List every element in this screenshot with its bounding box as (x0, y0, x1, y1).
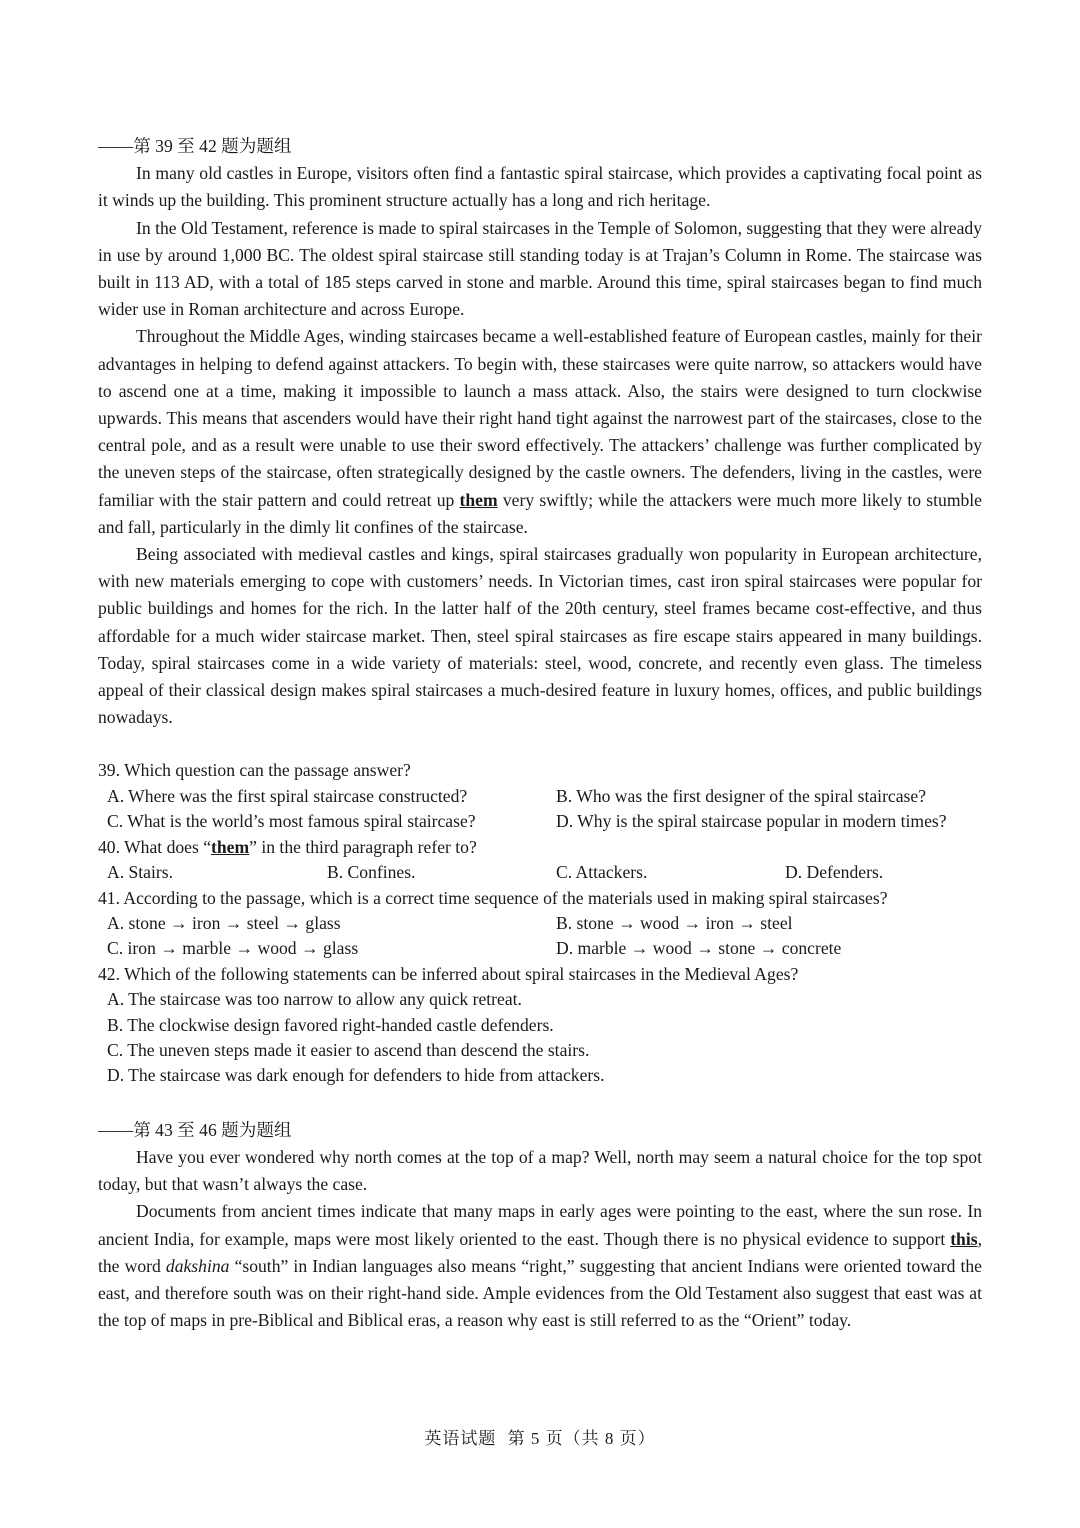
highlighted-word-this: this (950, 1228, 978, 1249)
option-a: A. Where was the first spiral staircase constructed? (107, 785, 468, 806)
paragraph-text: very swiftly; while the attackers were much more likely to stumble and fall, particularly in the dimly lit confines of the staircase. (98, 489, 982, 537)
footer-page-number: 第 5 页（共 8 页） (507, 1429, 656, 1448)
italic-term: dakshina (165, 1255, 230, 1276)
option-c: C. What is the world’s most famous spiral staircase? (107, 811, 476, 832)
question-stem (98, 835, 982, 860)
option-c: C. iron → marble → wood → glass (107, 938, 359, 959)
option-a: A. stone → iron → steel → glass (107, 912, 341, 933)
option-a: A. Stairs. (107, 862, 173, 883)
options-row (98, 936, 982, 961)
group-title-39-42: ——第 39 至 42 题为题组 (98, 136, 292, 156)
question-39 (98, 758, 982, 834)
question-stem: 42. Which of the following statements can be inferred about spiral staircases in the Medieval Ages? (98, 963, 799, 984)
paragraph-text: Documents from ancient times indicate that many maps in early ages were pointing to the east, where the sun rose. In ancient India, for example, maps were most likely oriented to the east. Though there is no physical evidence to support (98, 1201, 982, 1249)
highlighted-word-them: them (459, 489, 498, 510)
options-row (98, 911, 982, 936)
paragraph-text: , the word (98, 1228, 982, 1276)
question-40 (98, 835, 982, 886)
option-b: B. Confines. (327, 862, 416, 883)
options-row (98, 809, 982, 834)
paragraph-text: “south” in Indian languages also means “right,” suggesting that ancient Indians were oriented toward the east, and therefore south was on their right-hand side. Ample evidences from the Old Testament also suggest that east was at the top of maps in pre-Biblical and Biblical eras, a reason why east is still referred to as the “Orient” today. (98, 1255, 982, 1331)
option-a: A. The staircase was too narrow to allow any quick retreat. (107, 989, 522, 1010)
passage2-paragraph-2 (98, 1198, 982, 1334)
passage1-paragraph-4: Being associated with medieval castles and kings, spiral staircases gradually won popularity in European architecture, with new materials emerging to cope with customers’ needs. In Victorian times, cast iron spiral staircases were popular for public buildings and homes for the rich. In the latter half of the 20th century, steel frames became cost-effective, and thus affordable for a much wider staircase market. Then, steel spiral staircases as fire escape stairs appeared in many buildings. Today, spiral staircases come in a wide variety of materials: steel, wood, concrete, and recently even glass. The timeless appeal of their classical design makes spiral staircases a much-desired feature in luxury homes, offices, and public buildings nowadays. (98, 544, 982, 728)
highlighted-word-them: them (211, 836, 250, 857)
options-row (98, 784, 982, 809)
options-row (98, 860, 982, 885)
question-stem: 39. Which question can the passage answer? (98, 760, 411, 781)
option-d: D. marble → wood → stone → concrete (556, 938, 842, 959)
exam-page (98, 133, 982, 1334)
question-stem: 41. According to the passage, which is a correct time sequence of the materials used in making spiral staircases? (98, 887, 888, 908)
option-d: D. Why is the spiral staircase popular in modern times? (556, 811, 947, 832)
option-b: B. The clockwise design favored right-handed castle defenders. (107, 1014, 554, 1035)
passage2-paragraph-1: Have you ever wondered why north comes at the top of a map? Well, north may seem a natural choice for the top spot today, but that wasn’t always the case. (98, 1146, 982, 1195)
question-42 (98, 962, 982, 1089)
footer-subject: 英语试题 (424, 1429, 497, 1448)
option-b: B. stone → wood → iron → steel (556, 912, 793, 933)
stem-text: 40. What does “ (98, 836, 212, 857)
paragraph-text: Throughout the Middle Ages, winding staircases became a well-established feature of European castles, mainly for their advantages in helping to defend against attackers. To begin with, these staircases were quite narrow, so attackers would have to ascend one at a time, making it impossible to launch a mass attack. Also, the stairs were designed to turn clockwise upwards. This means that ascenders would have their right hand tight against the narrowest part of the staircases, close to the central pole, and as a result were unable to use their sword effectively. The attackers’ challenge was further complicated by the uneven steps of the staircase, often strategically designed by the castle owners. The defenders, living in the castles, were familiar with the stair pattern and could retreat up (98, 326, 982, 510)
passage1-paragraph-2: In the Old Testament, reference is made to spiral staircases in the Temple of Solomon, suggesting that they were already in use by around 1,000 BC. The oldest spiral staircase still standing today is at Trajan’s Column in Rome. The staircase was built in 113 AD, with a total of 185 steps carved in stone and marble. Around this time, spiral staircases began to find much wider use in Roman architecture and across Europe. (98, 217, 982, 320)
option-d: D. The staircase was dark enough for defenders to hide from attackers. (107, 1065, 605, 1086)
group-title-43-46: ——第 43 至 46 题为题组 (98, 1119, 292, 1140)
option-b: B. Who was the first designer of the spiral staircase? (556, 785, 927, 806)
question-41 (98, 886, 982, 962)
stem-text: ” in the third paragraph refer to? (249, 836, 477, 857)
page-footer (0, 1424, 1080, 1449)
option-c: C. The uneven steps made it easier to ascend than descend the stairs. (107, 1039, 590, 1060)
option-d: D. Defenders. (785, 862, 884, 883)
option-c: C. Attackers. (556, 862, 648, 883)
passage1-paragraph-1: In many old castles in Europe, visitors often find a fantastic spiral staircase, which provides a captivating focal point as it winds up the building. This prominent structure actually has a long and rich heritage. (98, 163, 982, 211)
passage1-paragraph-3 (98, 323, 982, 541)
